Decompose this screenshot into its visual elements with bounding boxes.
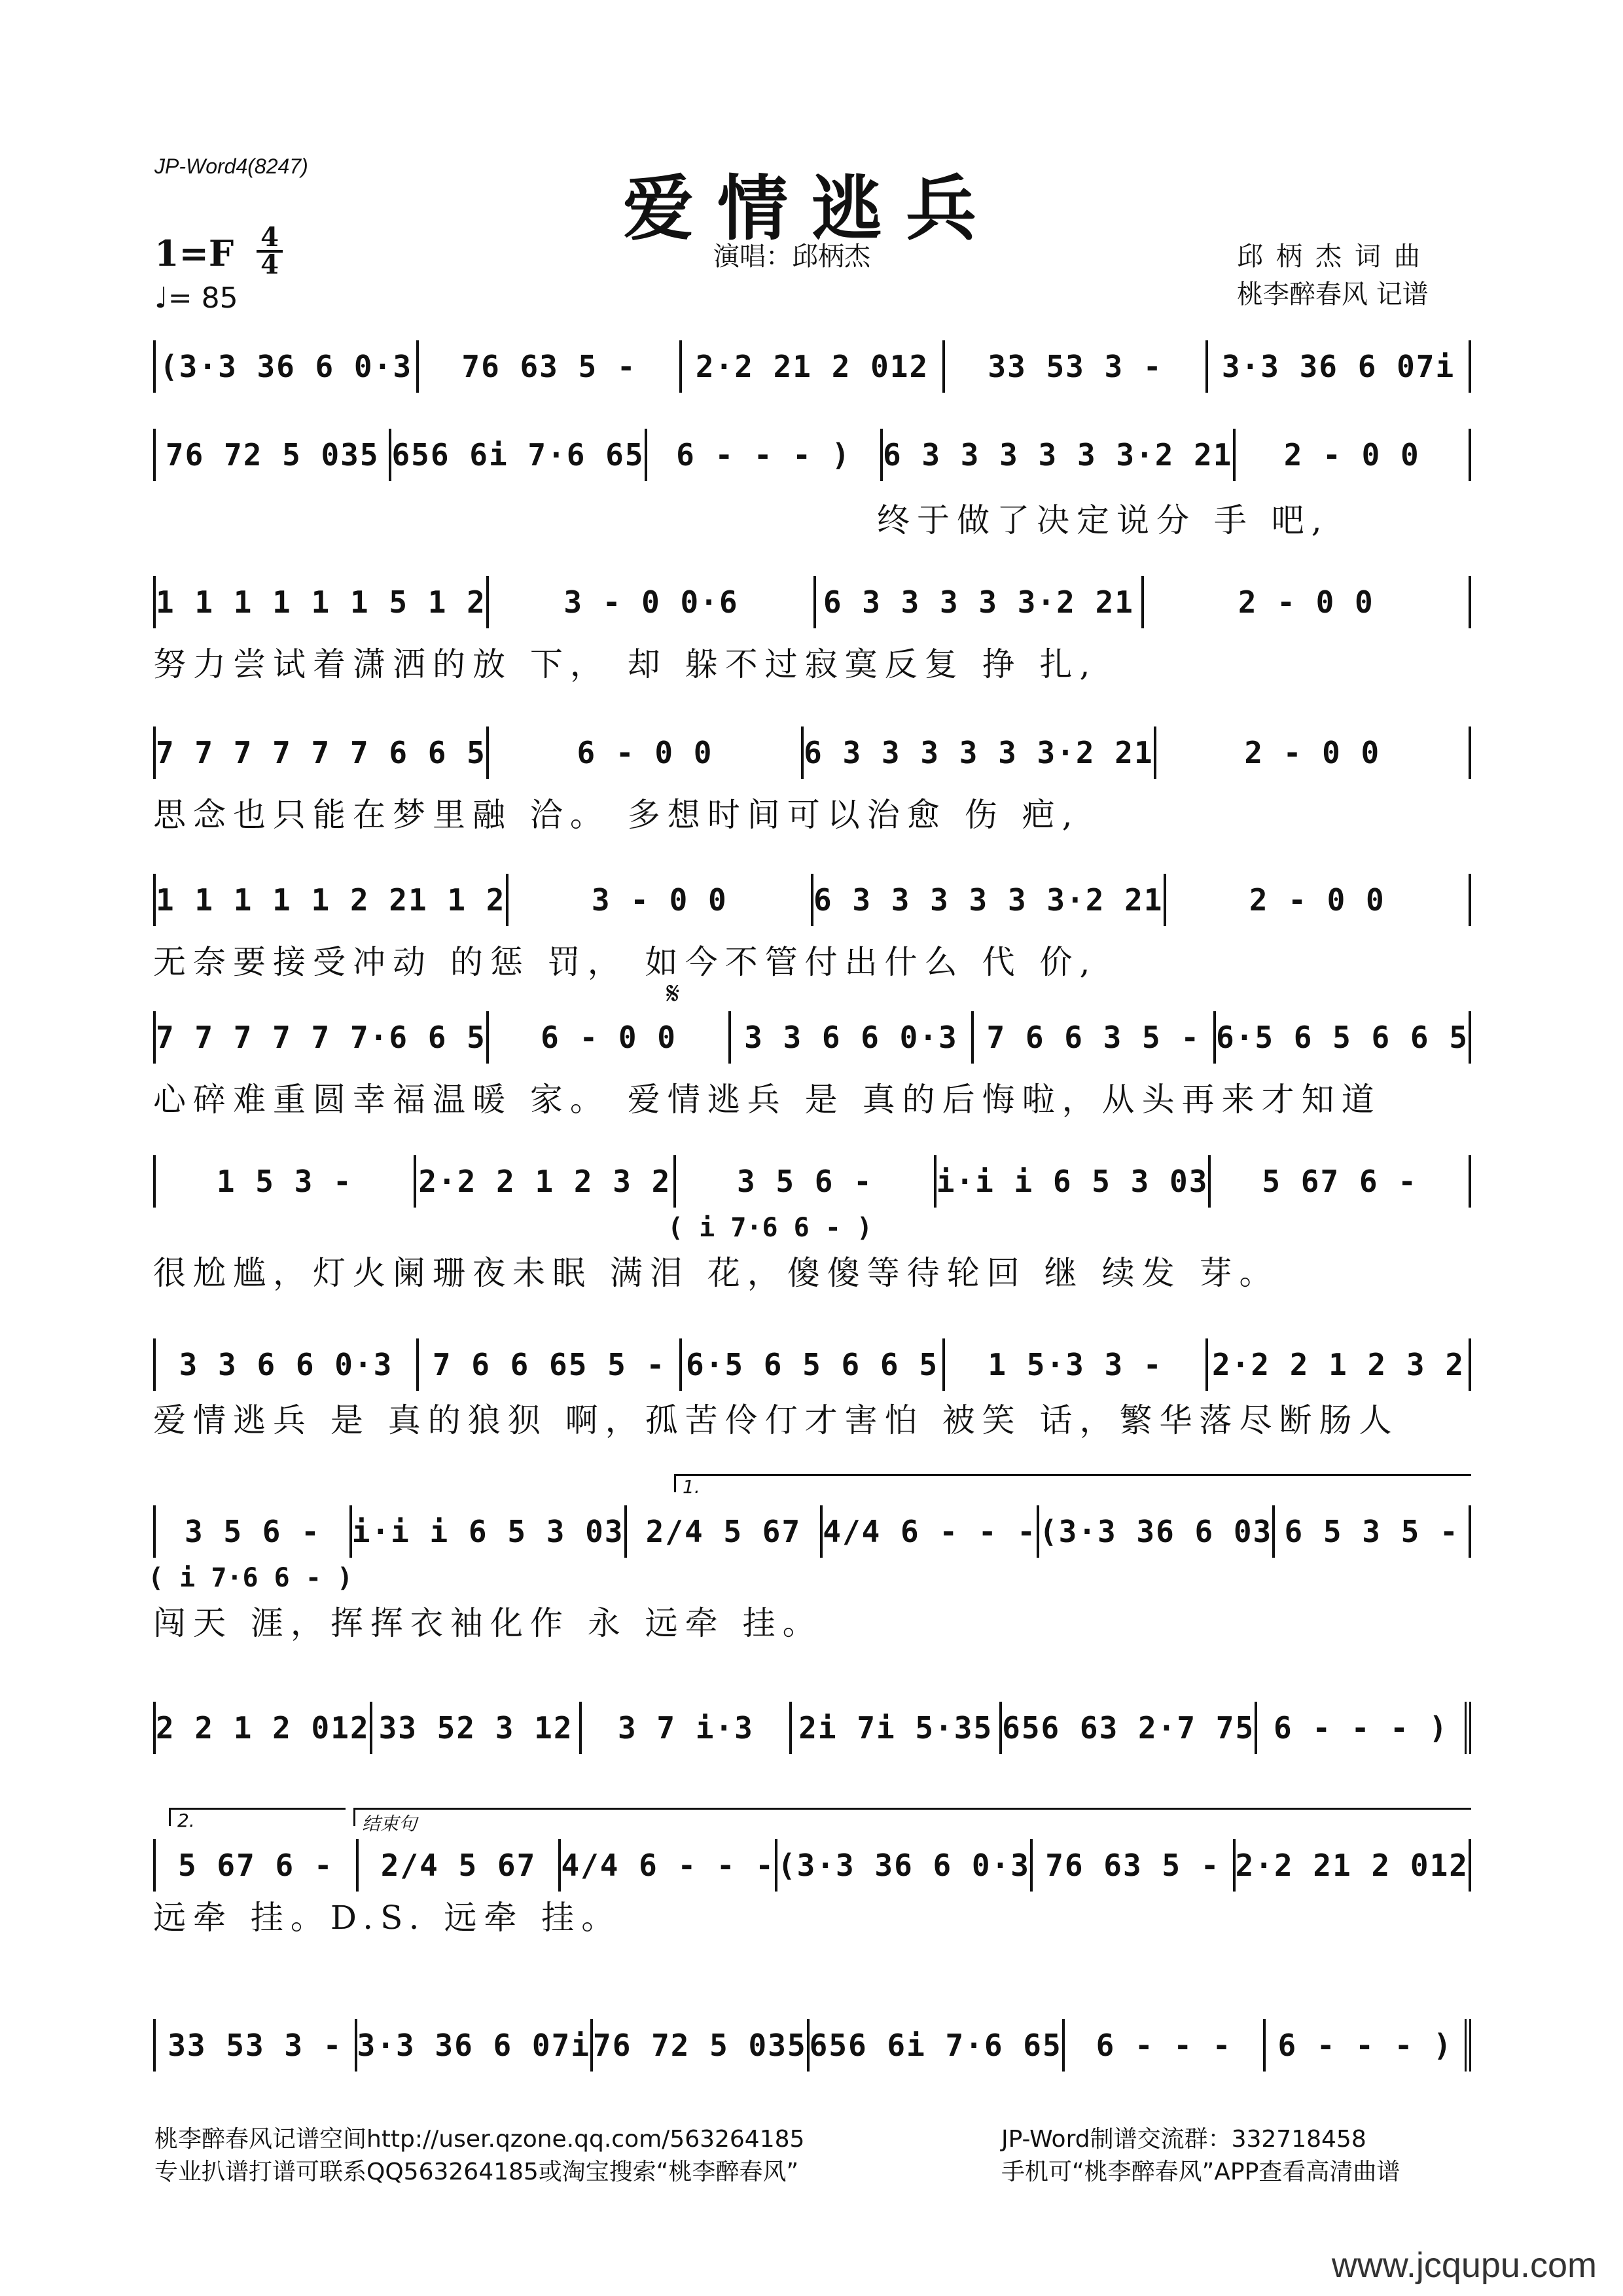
watermark: www.jcqupu.com bbox=[1331, 2246, 1597, 2285]
measure: 76 63 5 - bbox=[1033, 1839, 1236, 1892]
ending-bracket: 结束句 bbox=[353, 1808, 1471, 1826]
measure: 6 - - - bbox=[1065, 2019, 1266, 2072]
measure: 6 - - - ) bbox=[647, 429, 883, 481]
measure: 6 3 3 3 3 3·2 21 bbox=[816, 576, 1143, 628]
measure: 4/4 6 - - - bbox=[561, 1839, 777, 1892]
measure: 2·2 2 1 2 3 2 bbox=[416, 1155, 677, 1208]
measure: (3·3 36 6 0·3 bbox=[153, 340, 419, 393]
measure: 656 63 2·7 75 bbox=[1002, 1702, 1257, 1754]
lyric-line: 心碎难重圆幸福温暖 家。 爱情逃兵 是 真的后悔啦，从头再来才知道 bbox=[153, 1081, 1382, 1119]
measure: 3 3 6 6 0·3 bbox=[731, 1011, 973, 1064]
software-label: JP-Word4(8247) bbox=[154, 154, 308, 178]
measure: (3·3 36 6 0·3 bbox=[777, 1839, 1033, 1892]
footer-right-2: 手机可“桃李醉春风”APP查看高清曲谱 bbox=[1001, 2159, 1400, 2185]
measure: 7 6 6 3 5 - bbox=[974, 1011, 1216, 1064]
measure: 33 52 3 12 bbox=[372, 1702, 582, 1754]
lyric-line: 远牵 挂。D.S. 远牵 挂。 bbox=[153, 1899, 622, 1937]
measure: 33 53 3 - bbox=[945, 340, 1208, 393]
measure: 2i 7i 5·35 bbox=[792, 1702, 1002, 1754]
segno-icon: 𝄋 bbox=[666, 975, 680, 1012]
measure: 656 6i 7·6 65 bbox=[810, 2019, 1065, 2072]
score-row bbox=[153, 576, 1471, 628]
measure: 2·2 21 2 012 bbox=[682, 340, 945, 393]
notation-credit: 桃李醉春风 记谱 bbox=[1237, 279, 1429, 310]
measure: 5 67 6 - bbox=[1211, 1155, 1471, 1208]
lyric-line: 思念也只能在梦里融 洽。 多想时间可以治愈 伤 疤, bbox=[153, 796, 1080, 834]
measure: 6 - - - ) bbox=[1257, 1702, 1471, 1754]
score-row bbox=[153, 1155, 1471, 1208]
measure: 3 - 0 0·6 bbox=[489, 576, 816, 628]
measure: 6 3 3 3 3 3 3·2 21 bbox=[813, 874, 1166, 926]
score-row bbox=[153, 1505, 1471, 1558]
singer-credit: 演唱：邱柄杰 bbox=[713, 242, 870, 272]
measure: 6 5 3 5 - bbox=[1275, 1505, 1471, 1558]
measure: 6 3 3 3 3 3 3·2 21 bbox=[883, 429, 1236, 481]
measure: 3 7 i·3 bbox=[582, 1702, 792, 1754]
key-signature: 1=F bbox=[154, 232, 234, 274]
measure: 3·3 36 6 07i bbox=[1208, 340, 1471, 393]
score-row bbox=[153, 340, 1471, 393]
measure: 2/4 5 67 bbox=[359, 1839, 562, 1892]
measure: 2 - 0 0 bbox=[1166, 874, 1472, 926]
measure: 3 5 6 - bbox=[153, 1505, 352, 1558]
volta-bracket: 2. bbox=[169, 1808, 346, 1826]
time-signature-bottom: 4 bbox=[260, 249, 279, 280]
score-row bbox=[153, 1702, 1471, 1754]
footer-left-1: 桃李醉春风记谱空间http://user.qzone.qq.com/563264185 bbox=[154, 2126, 805, 2153]
measure: 6 - - - ) bbox=[1266, 2019, 1471, 2072]
alternate-notes: ( i 7·6 6 - ) bbox=[148, 1563, 353, 1593]
measure: 1 1 1 1 1 1 5 1 2 bbox=[153, 576, 489, 628]
lyrics-credit: 邱柄杰词曲 bbox=[1237, 242, 1433, 272]
score-row bbox=[153, 1839, 1471, 1892]
measure: 1 1 1 1 1 2 21 1 2 bbox=[153, 874, 508, 926]
measure: 7 7 7 7 7 7 6 6 5 bbox=[153, 726, 489, 779]
footer-left-2: 专业扒谱打谱可联系QQ563264185或淘宝搜索“桃李醉春风” bbox=[154, 2159, 799, 2185]
measure: 3 3 6 6 0·3 bbox=[153, 1338, 419, 1391]
lyric-line: 努力尝试着潇洒的放 下， 却 躲不过寂寞反复 挣 扎, bbox=[153, 645, 1097, 683]
measure: 2·2 21 2 012 bbox=[1236, 1839, 1471, 1892]
measure: 6 - 0 0 bbox=[489, 726, 804, 779]
measure: 6·5 6 5 6 6 5 bbox=[682, 1338, 945, 1391]
measure: 3·3 36 6 07i bbox=[357, 2019, 593, 2072]
measure: 7 6 6 65 5 - bbox=[419, 1338, 682, 1391]
measure: 2·2 2 1 2 3 2 bbox=[1208, 1338, 1471, 1391]
measure: 3 - 0 0 bbox=[508, 874, 814, 926]
volta-bracket: 1. bbox=[674, 1474, 1471, 1492]
measure: i·i i 6 5 3 03 bbox=[936, 1155, 1211, 1208]
measure: 3 5 6 - bbox=[676, 1155, 936, 1208]
measure: 5 67 6 - bbox=[153, 1839, 359, 1892]
measure: 6 3 3 3 3 3 3·2 21 bbox=[804, 726, 1156, 779]
measure: 2 - 0 0 bbox=[1236, 429, 1471, 481]
alternate-notes: ( i 7·6 6 - ) bbox=[668, 1213, 873, 1243]
time-signature bbox=[257, 222, 283, 280]
tempo-marking: ♩= 85 bbox=[154, 281, 238, 315]
measure: 2 - 0 0 bbox=[1144, 576, 1471, 628]
measure: i·i i 6 5 3 03 bbox=[352, 1505, 627, 1558]
measure: 76 63 5 - bbox=[419, 340, 682, 393]
lyric-line: 终于做了决定说分 手 吧, bbox=[877, 501, 1329, 539]
time-signature-top: 4 bbox=[260, 222, 279, 253]
score-row bbox=[153, 726, 1471, 779]
footer-right-1: JP-Word制谱交流群：332718458 bbox=[1001, 2126, 1366, 2153]
measure: 76 72 5 035 bbox=[153, 429, 391, 481]
score-row bbox=[153, 2019, 1471, 2072]
measure: 656 6i 7·6 65 bbox=[391, 429, 647, 481]
measure: 76 72 5 035 bbox=[593, 2019, 810, 2072]
measure: 2 2 1 2 012 bbox=[153, 1702, 372, 1754]
score-row bbox=[153, 429, 1471, 481]
measure: 2 - 0 0 bbox=[1156, 726, 1471, 779]
score-row bbox=[153, 874, 1471, 926]
score-row bbox=[153, 1338, 1471, 1391]
measure: (3·3 36 6 03 bbox=[1039, 1505, 1275, 1558]
measure: 2/4 5 67 bbox=[627, 1505, 823, 1558]
lyric-line: 很尬尴，灯火阑珊夜未眠 满泪 花，傻傻等待轮回 继 续发 芽。 bbox=[153, 1254, 1279, 1292]
lyric-line: 闯天 涯，挥挥衣袖化作 永 远牵 挂。 bbox=[153, 1604, 823, 1642]
measure: 1 5 3 - bbox=[153, 1155, 416, 1208]
song-title: 爱情逃兵 bbox=[622, 168, 1000, 250]
measure: 33 53 3 - bbox=[153, 2019, 357, 2072]
lyric-line: 爱情逃兵 是 真的狼狈 啊，孤苦伶仃才害怕 被笑 话，繁华落尽断肠人 bbox=[153, 1401, 1399, 1439]
measure: 4/4 6 - - - bbox=[823, 1505, 1039, 1558]
measure: 7 7 7 7 7 7·6 6 5 bbox=[153, 1011, 489, 1064]
score-row bbox=[153, 1011, 1471, 1064]
measure: 1 5·3 3 - bbox=[945, 1338, 1208, 1391]
measure: 6·5 6 5 6 6 5 bbox=[1216, 1011, 1471, 1064]
lyric-line: 无奈要接受冲动 的惩 罚， 如今不管付出什么 代 价, bbox=[153, 943, 1097, 981]
measure: 6 - 0 0 bbox=[489, 1011, 731, 1064]
